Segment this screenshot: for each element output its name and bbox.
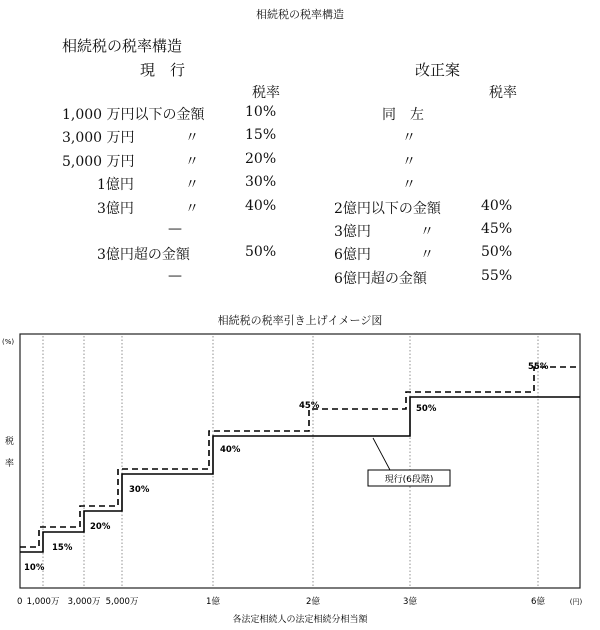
current-row-bracket: —: [168, 221, 182, 237]
chart-title: 相続税の税率引き上げイメージ図: [217, 314, 383, 327]
x-axis-label: 各法定相続人の法定相続分相当額: [232, 615, 368, 625]
callout-label: 現行(6段階): [384, 475, 434, 485]
current-row-bracket: 5,000 万円: [62, 153, 135, 170]
y-label: 率: [5, 459, 15, 469]
table-title: 相続税の税率構造: [62, 37, 183, 55]
revised-row-bracket: 〃: [402, 153, 416, 170]
revised-row-rate: 50%: [481, 244, 513, 261]
x-tick-label: 3億: [403, 597, 417, 607]
revised-row-bracket: 2億円以下の金額: [334, 200, 441, 217]
revised-row-rate: 55%: [481, 267, 513, 284]
rate-header-revised: 税率: [489, 85, 517, 101]
x-tick-label: 1億: [206, 597, 220, 607]
revised-header: 改正案: [415, 61, 461, 79]
step-label: 45%: [299, 401, 320, 411]
current-row-ditto: 〃: [185, 153, 199, 170]
step-label: 30%: [129, 485, 150, 495]
current-row-ditto: 〃: [185, 177, 199, 194]
x-tick-label: 1,000万: [26, 597, 60, 607]
current-header: 現 行: [140, 61, 186, 79]
revised-series-line: [20, 367, 580, 547]
current-row-rate: 50%: [245, 244, 277, 261]
current-row-bracket: —: [168, 267, 182, 284]
current-row-rate: 10%: [245, 104, 277, 120]
revised-row-bracket: 6億円超の金額: [334, 270, 427, 287]
x-tick-label: 2億: [306, 597, 320, 607]
page-title: 相続税の税率構造: [256, 8, 344, 21]
current-row-ditto: 〃: [185, 130, 199, 147]
step-label: 20%: [90, 522, 111, 532]
x-tick-label: 0: [17, 597, 23, 607]
y-label: 税: [5, 437, 15, 447]
y-unit: (%): [2, 338, 15, 346]
step-label: 40%: [220, 445, 241, 455]
revised-row-ditto: 〃: [420, 224, 434, 240]
x-tick-label: 3,000万: [67, 597, 101, 607]
revised-row-bracket: 〃: [402, 177, 416, 194]
current-row-bracket: 1億円: [97, 177, 134, 194]
current-row-rate: 30%: [245, 174, 277, 191]
current-row-ditto: 〃: [185, 200, 199, 217]
revised-row-bracket: 3億円: [334, 224, 371, 240]
rate-header-current: 税率: [252, 85, 280, 101]
plot-frame: [20, 334, 580, 588]
x-unit: (円): [569, 598, 583, 606]
step-label: 55%: [528, 362, 549, 372]
current-row-rate: 15%: [245, 127, 277, 144]
step-label: 15%: [52, 543, 73, 553]
revised-row-bracket: 同 左: [382, 107, 424, 123]
step-label: 10%: [24, 563, 45, 573]
revised-row-rate: 40%: [481, 197, 513, 214]
current-row-rate: 20%: [245, 150, 277, 167]
x-tick-label: 5,000万: [105, 597, 139, 607]
current-row-bracket: 3億円: [97, 200, 134, 217]
x-tick-label: 6億: [531, 597, 545, 607]
revised-row-rate: 45%: [481, 221, 513, 237]
current-row-bracket: 3億円超の金額: [97, 247, 190, 264]
current-row-rate: 40%: [245, 197, 277, 214]
current-row-bracket: 1,000 万円以下の金額: [62, 107, 205, 123]
revised-row-bracket: 6億円: [334, 247, 371, 264]
current-row-bracket: 3,000 万円: [62, 130, 135, 147]
callout-leader: [373, 438, 390, 470]
step-label: 50%: [416, 404, 437, 414]
revised-row-bracket: 〃: [402, 130, 416, 147]
revised-row-ditto: 〃: [420, 247, 434, 264]
